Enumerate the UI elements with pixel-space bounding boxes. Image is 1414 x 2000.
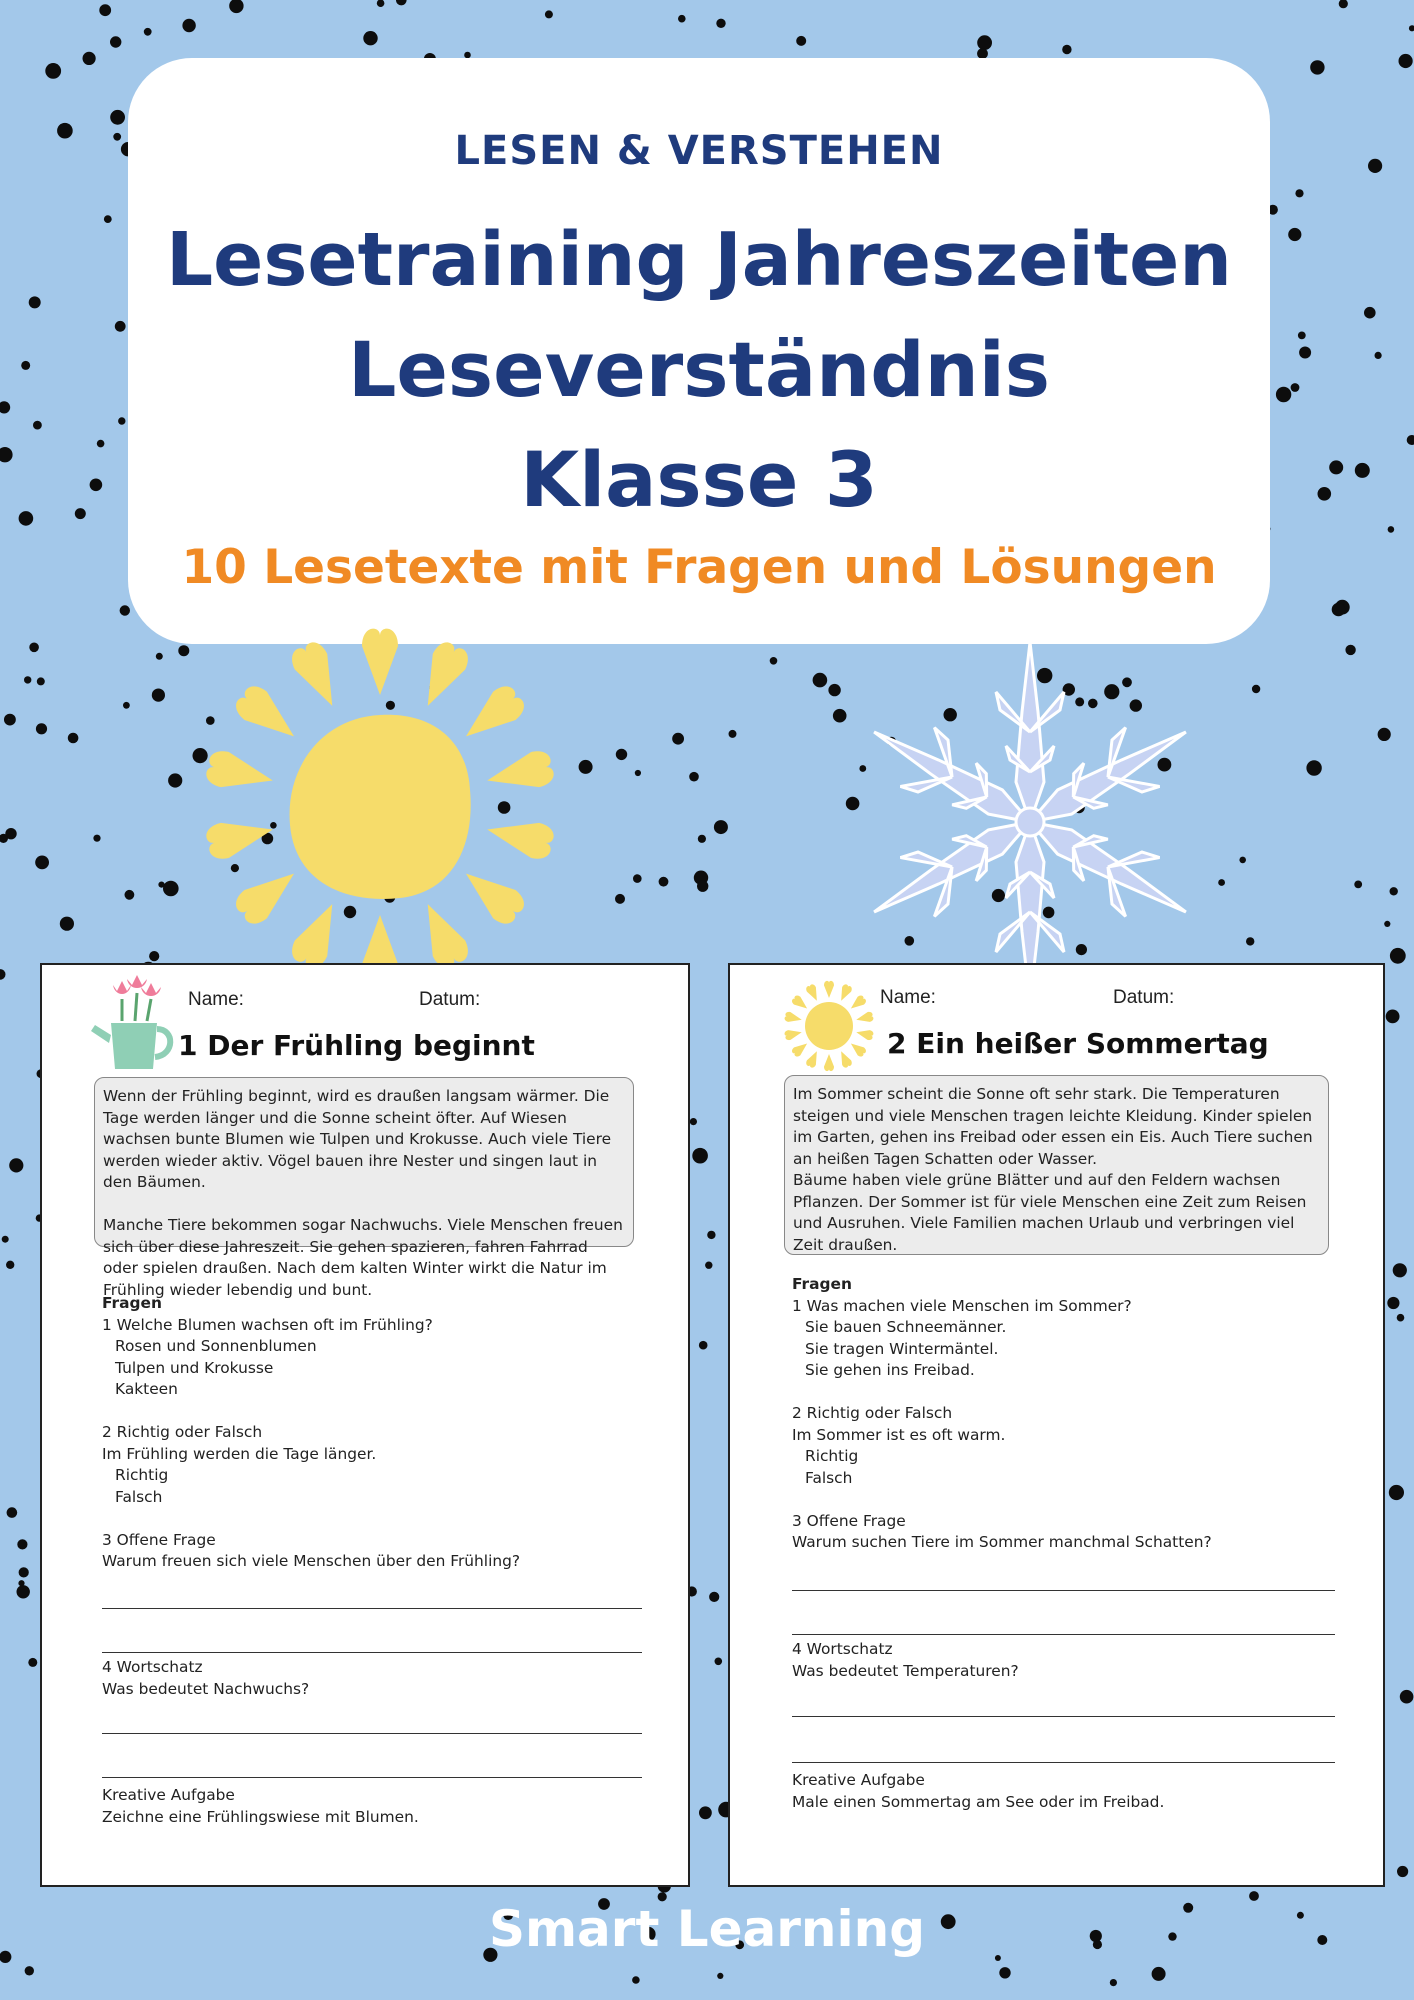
- brand-logo-text: Smart Learning: [488, 1900, 926, 1958]
- story-paragraph: Wenn der Frühling beginnt, wird es draußen langsam wärmer. Die Tage werden länger und die Sonne scheint öfter. Auf Wiesen wachsen bunte Blumen wie Tulpen und Krokusse. Auch viele Tiere werden wieder aktiv. Vögel bauen ihre Nester und singen laut in den Bäumen.: [103, 1087, 612, 1191]
- questions: [102, 1293, 662, 1573]
- story-paragraph: Manche Tiere bekommen sogar Nachwuchs. Viele Menschen freuen sich über diese Jahreszeit. Sie gehen spazieren, fahren Fahrrad oder spielen draußen. Nach dem kalten Winter wirkt die Natur im Frühling wieder lebendig und bunt.: [103, 1216, 623, 1299]
- story-paragraph: Bäume haben viele grüne Blätter und auf den Feldern wachsen Pflanzen. Der Sommer ist für viele Menschen eine Zeit zum Reisen und Ausruhen. Viele Familien machen Urlaub und verbringen viel Zeit draußen.: [793, 1171, 1307, 1254]
- answer-option[interactable]: Tulpen und Krokusse: [115, 1358, 274, 1377]
- title-line-3: Klasse 3: [520, 435, 878, 524]
- worksheet-summer: [728, 963, 1385, 1887]
- answer-option[interactable]: Sie bauen Schneemänner.: [805, 1318, 1007, 1336]
- question-2-statement: Im Sommer ist es oft warm.: [792, 1425, 1006, 1444]
- header-card: [128, 58, 1270, 644]
- question-4: 4 Wortschatz: [792, 1640, 893, 1658]
- question-3: 3 Offene Frage: [792, 1511, 906, 1530]
- question-4-block: [792, 1639, 1352, 1682]
- answer-line[interactable]: [792, 1762, 1335, 1763]
- question-3-text: Warum freuen sich viele Menschen über den Frühling?: [102, 1552, 521, 1570]
- question-2-statement: Im Frühling werden die Tage länger.: [102, 1444, 377, 1463]
- answer-line[interactable]: [102, 1652, 642, 1653]
- subtitle: 10 Lesetexte mit Fragen und Lösungen: [181, 540, 1217, 595]
- creative-block: [102, 1785, 662, 1828]
- date-label: Datum:: [1113, 987, 1175, 1008]
- creative-text: Male einen Sommertag am See oder im Freibad.: [792, 1792, 1165, 1811]
- worksheet-title: 1 Der Frühling beginnt: [178, 1029, 535, 1062]
- answer-line[interactable]: [102, 1733, 642, 1734]
- questions-heading: Fragen: [102, 1294, 162, 1312]
- question-4-block: [102, 1657, 662, 1700]
- kicker-text: LESEN & VERSTEHEN: [454, 128, 944, 174]
- answer-option[interactable]: Sie gehen ins Freibad.: [805, 1361, 975, 1379]
- date-label: Datum:: [419, 989, 481, 1010]
- answer-option[interactable]: Falsch: [805, 1468, 853, 1487]
- question-2: 2 Richtig oder Falsch: [102, 1423, 263, 1441]
- answer-line[interactable]: [792, 1590, 1335, 1591]
- creative-heading: Kreative Aufgabe: [102, 1786, 235, 1804]
- answer-option[interactable]: Kakteen: [115, 1380, 178, 1398]
- creative-heading: Kreative Aufgabe: [792, 1771, 925, 1789]
- question-4-text: Was bedeutet Nachwuchs?: [102, 1679, 310, 1698]
- name-label: Name:: [188, 989, 244, 1010]
- title-line-2: Leseverständnis: [347, 325, 1051, 414]
- answer-option[interactable]: Sie tragen Wintermäntel.: [805, 1339, 999, 1358]
- worksheet-spring: [40, 963, 690, 1887]
- title-line-1: Lesetraining Jahreszeiten: [166, 217, 1232, 303]
- answer-line[interactable]: [102, 1608, 642, 1609]
- sun-icon: [195, 620, 565, 990]
- tulip-watering-can-icon: [87, 973, 177, 1073]
- answer-line[interactable]: [792, 1716, 1335, 1717]
- creative-text: Zeichne eine Frühlingswiese mit Blumen.: [102, 1807, 419, 1826]
- worksheet-title: 2 Ein heißer Sommertag: [887, 1027, 1269, 1060]
- questions-heading: Fragen: [792, 1275, 852, 1293]
- question-3-text: Warum suchen Tiere im Sommer manchmal Schatten?: [792, 1533, 1212, 1551]
- name-label: Name:: [880, 987, 936, 1008]
- story-box: [94, 1077, 634, 1299]
- answer-option[interactable]: Richtig: [115, 1466, 169, 1484]
- question-4: 4 Wortschatz: [102, 1658, 203, 1676]
- question-3: 3 Offene Frage: [102, 1530, 216, 1549]
- story-box: [784, 1075, 1329, 1255]
- answer-option[interactable]: Richtig: [805, 1447, 859, 1465]
- questions: [792, 1274, 1352, 1554]
- small-sun-icon: [782, 979, 876, 1073]
- question-1: 1 Welche Blumen wachsen oft im Frühling?: [102, 1315, 433, 1334]
- story-paragraph: Im Sommer scheint die Sonne oft sehr stark. Die Temperaturen steigen und viele Menschen tragen leichte Kleidung. Kinder spielen im Garten, gehen ins Freibad oder essen ein Eis. Auch Tiere suchen an heißen Tagen Schatten oder Wasser.: [793, 1085, 1313, 1168]
- answer-line[interactable]: [792, 1634, 1335, 1635]
- question-2: 2 Richtig oder Falsch: [792, 1404, 953, 1422]
- answer-option[interactable]: Rosen und Sonnenblumen: [115, 1337, 317, 1355]
- answer-option[interactable]: Falsch: [115, 1487, 163, 1506]
- question-1: 1 Was machen viele Menschen im Sommer?: [792, 1296, 1132, 1315]
- question-4-text: Was bedeutet Temperaturen?: [792, 1661, 1019, 1680]
- answer-line[interactable]: [102, 1777, 642, 1778]
- creative-block: [792, 1770, 1352, 1813]
- snowflake-icon: [865, 632, 1195, 1012]
